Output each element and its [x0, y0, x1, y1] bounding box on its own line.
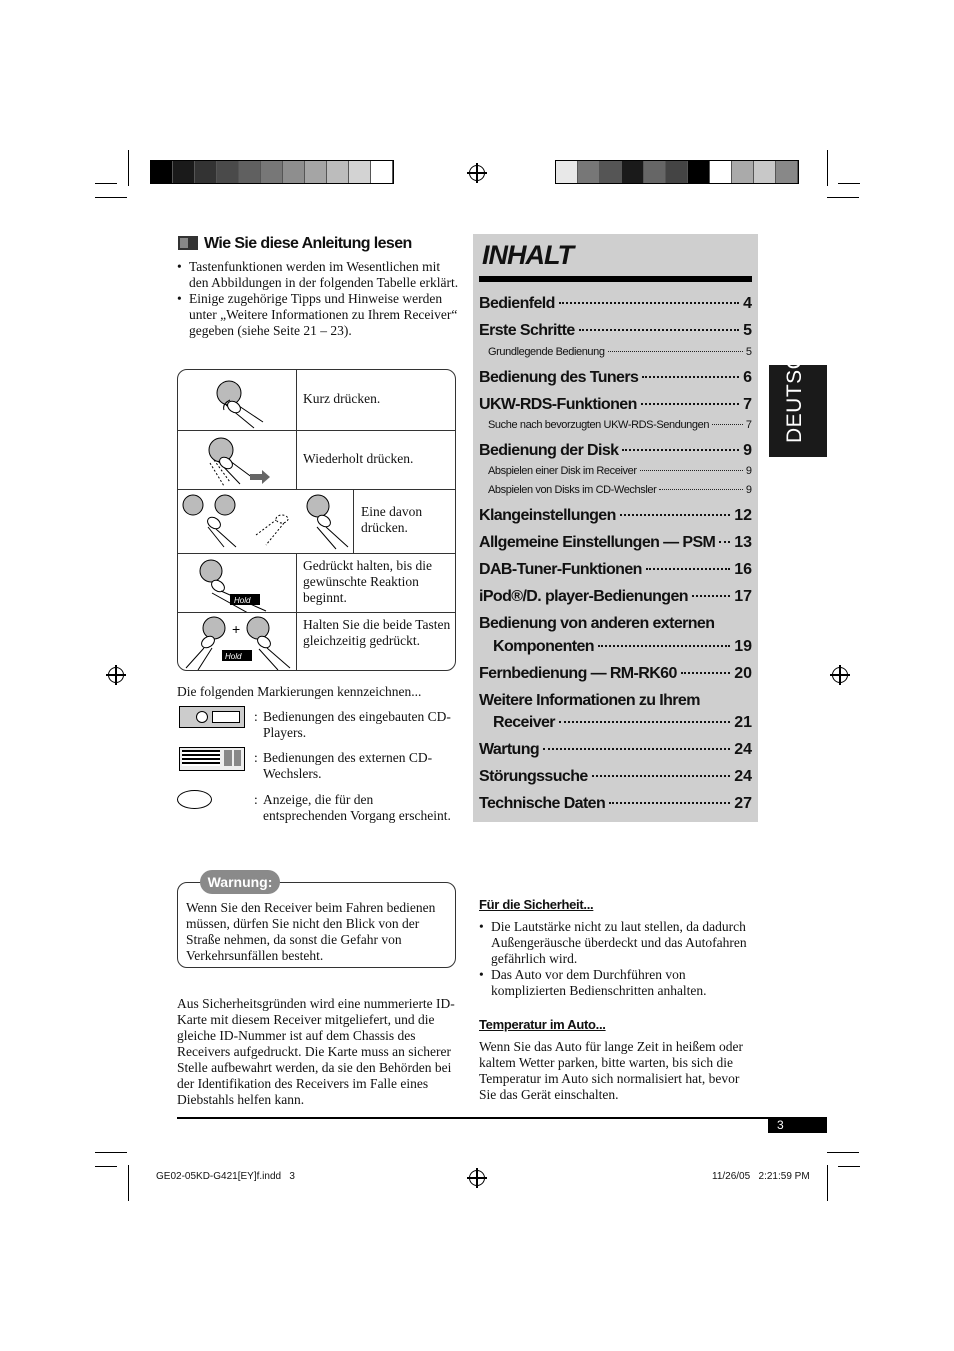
toc-entry[interactable]: Erste Schritte 5	[479, 322, 752, 339]
bullet-item: • Die Lautstärke nicht zu laut stellen, da dadurch Außengeräusche überdeckt und das Autofahren gefährlich wird.	[479, 919, 754, 967]
table-text: Kurz drücken.	[303, 391, 381, 406]
toc-entry[interactable]: Fernbedienung — RM-RK60 20	[479, 665, 752, 682]
toc-rule	[479, 276, 752, 282]
registration-mark-icon	[108, 667, 124, 683]
toc-entry[interactable]: Bedienfeld 4	[479, 295, 752, 312]
marker-text: Anzeige, die für den entsprechenden Vorgang erscheint.	[263, 792, 451, 823]
toc-entry[interactable]: Receiver 21	[493, 714, 752, 731]
press-illustration	[178, 370, 297, 430]
footer-rule	[177, 1117, 827, 1119]
plus-sign: +	[232, 621, 241, 637]
display-indicator-icon	[177, 790, 212, 809]
toc-entry[interactable]: Weitere Informationen zu Ihrem	[479, 692, 700, 709]
toc-entry[interactable]: Komponenten 19	[493, 638, 752, 655]
registration-mark-icon	[832, 667, 848, 683]
table-text: Gedrückt halten, bis die gewünschte Reaktion beginnt.	[303, 558, 432, 605]
toc-entry[interactable]: UKW-RDS-Funktionen 7	[479, 396, 752, 413]
safety-bullets	[479, 919, 754, 999]
toc-entry[interactable]: Bedienung der Disk 9	[479, 442, 752, 459]
crop-mark	[838, 1166, 860, 1167]
warning-text: Wenn Sie den Receiver beim Fahren bedienen müssen, dürfen Sie nicht den Blick von der Straße nehmen, da sonst die Gefahr von Verkehrsunfällen besteht.	[186, 900, 436, 963]
color-bar-left	[150, 160, 394, 184]
warning-label: Warnung:	[200, 870, 280, 894]
toc-title: INHALT	[482, 240, 573, 270]
table-row	[178, 489, 455, 554]
crop-mark	[827, 150, 828, 186]
id-card-text: Aus Sicherheitsgründen wird eine nummerierte ID-Karte mit diesem Receiver mitgeliefert, und die gleiche ID-Nummer ist auf dem Chassis des Receivers aufgedruckt. Die Karte muss an sicherer Stelle aufbewahrt werden, da sie den Behörden bei der Identifikation des Receivers im Falle eines Diebstahls helfen kann.	[177, 996, 455, 1107]
finger-repeat-icon	[178, 430, 296, 489]
toc-entry[interactable]: iPod®/D. player-Bedienungen 17	[479, 588, 752, 605]
safety-heading: Für die Sicherheit...	[479, 897, 594, 912]
crop-mark	[95, 1152, 127, 1153]
finger-press-icon	[178, 370, 296, 430]
repeat-press-illustration	[178, 430, 297, 489]
marker-colon: :	[254, 792, 258, 807]
builtin-cd-icon	[179, 706, 245, 728]
toc-subentry[interactable]: Abspielen einer Disk im Receiver 9	[488, 465, 752, 477]
registration-mark-icon	[469, 165, 485, 181]
table-row	[178, 370, 455, 431]
toc-entry[interactable]: DAB-Tuner-Funktionen 16	[479, 561, 752, 578]
table-row	[178, 430, 455, 490]
bullet-item: • Einige zugehörige Tipps und Hinweise werden unter „Weitere Informationen zu Ihrem Receiver“ gegeben (siehe Seite 21 – 23).	[177, 291, 462, 339]
one-of-illustration	[178, 489, 354, 553]
crop-mark	[827, 1152, 859, 1153]
slug-date: 11/26/05 2:21:59 PM	[712, 1171, 810, 1182]
bullet-item: • Tastenfunktionen werden im Wesentlichen mit den Abbildungen in der folgenden Tabelle erklärt.	[177, 259, 462, 291]
toc-subentry[interactable]: Suche nach bevorzugten UKW-RDS-Sendungen 7	[488, 419, 752, 431]
crop-mark	[128, 1165, 129, 1201]
bullet-item: • Das Auto vor dem Durchführen von komplizierten Bedienschritten anhalten.	[479, 967, 754, 999]
table-text: Eine davon drücken.	[361, 504, 423, 535]
language-tab-label: DEUTSCH	[783, 337, 806, 443]
slug-filename: GE02-05KD-G421[EY]f.indd 3	[156, 1171, 295, 1182]
toc-entry[interactable]: Klangeinstellungen 12	[479, 507, 752, 524]
crop-mark	[95, 1166, 117, 1167]
language-tab	[769, 337, 827, 457]
toc-entry[interactable]: Bedienung von anderen externen	[479, 615, 715, 632]
hold-illustration	[178, 553, 297, 612]
hold-both-illustration	[178, 612, 297, 670]
button-action-table	[177, 369, 456, 671]
color-bar-right	[555, 160, 799, 184]
toc-subentry[interactable]: Grundlegende Bedienung 5	[488, 346, 752, 358]
marker-colon: :	[254, 750, 258, 765]
marker-text: Bedienungen des eingebauten CD-Players.	[263, 709, 451, 740]
table-text: Wiederholt drücken.	[303, 451, 414, 466]
table-row	[178, 612, 455, 670]
crop-mark	[827, 197, 859, 198]
finger-choose-icon	[178, 489, 353, 553]
toc-entry[interactable]: Störungssuche 24	[479, 768, 752, 785]
section-heading: Wie Sie diese Anleitung lesen	[204, 235, 412, 252]
toc-entry[interactable]: Technische Daten 27	[479, 795, 752, 812]
toc-entry[interactable]: Allgemeine Einstellungen — PSM 13	[479, 534, 752, 551]
section-icon	[178, 236, 198, 250]
table-row	[178, 553, 455, 613]
crop-mark	[95, 183, 117, 184]
markers-intro: Die folgenden Markierungen kennzeichnen...	[177, 684, 422, 699]
toc-entry[interactable]: Bedienung des Tuners 6	[479, 369, 752, 386]
hold-label: Hold	[234, 596, 251, 605]
cd-changer-icon	[179, 747, 245, 771]
crop-mark	[827, 1165, 828, 1201]
marker-text: Bedienungen des externen CD-Wechslers.	[263, 750, 433, 781]
temperature-heading: Temperatur im Auto...	[479, 1017, 606, 1032]
finger-hold-icon	[178, 553, 296, 612]
registration-mark-icon	[469, 1170, 485, 1186]
intro-bullets	[177, 259, 462, 339]
marker-colon: :	[254, 709, 258, 724]
finger-hold-both-icon	[178, 612, 296, 670]
temperature-text: Wenn Sie das Auto für lange Zeit in heißem oder kaltem Wetter parken, bitte warten, bis sich die Temperatur im Auto sich normalisiert hat, bevor Sie das Gerät einschalten.	[479, 1039, 743, 1102]
crop-mark	[95, 197, 127, 198]
page-number: 3	[768, 1118, 827, 1133]
table-text: Halten Sie die beide Tasten gleichzeitig gedrückt.	[303, 617, 451, 648]
toc-subentry[interactable]: Abspielen von Disks im CD-Wechsler 9	[488, 484, 752, 496]
crop-mark	[838, 183, 860, 184]
toc-entry[interactable]: Wartung 24	[479, 741, 752, 758]
hold-label: Hold	[225, 652, 242, 661]
crop-mark	[128, 150, 129, 186]
